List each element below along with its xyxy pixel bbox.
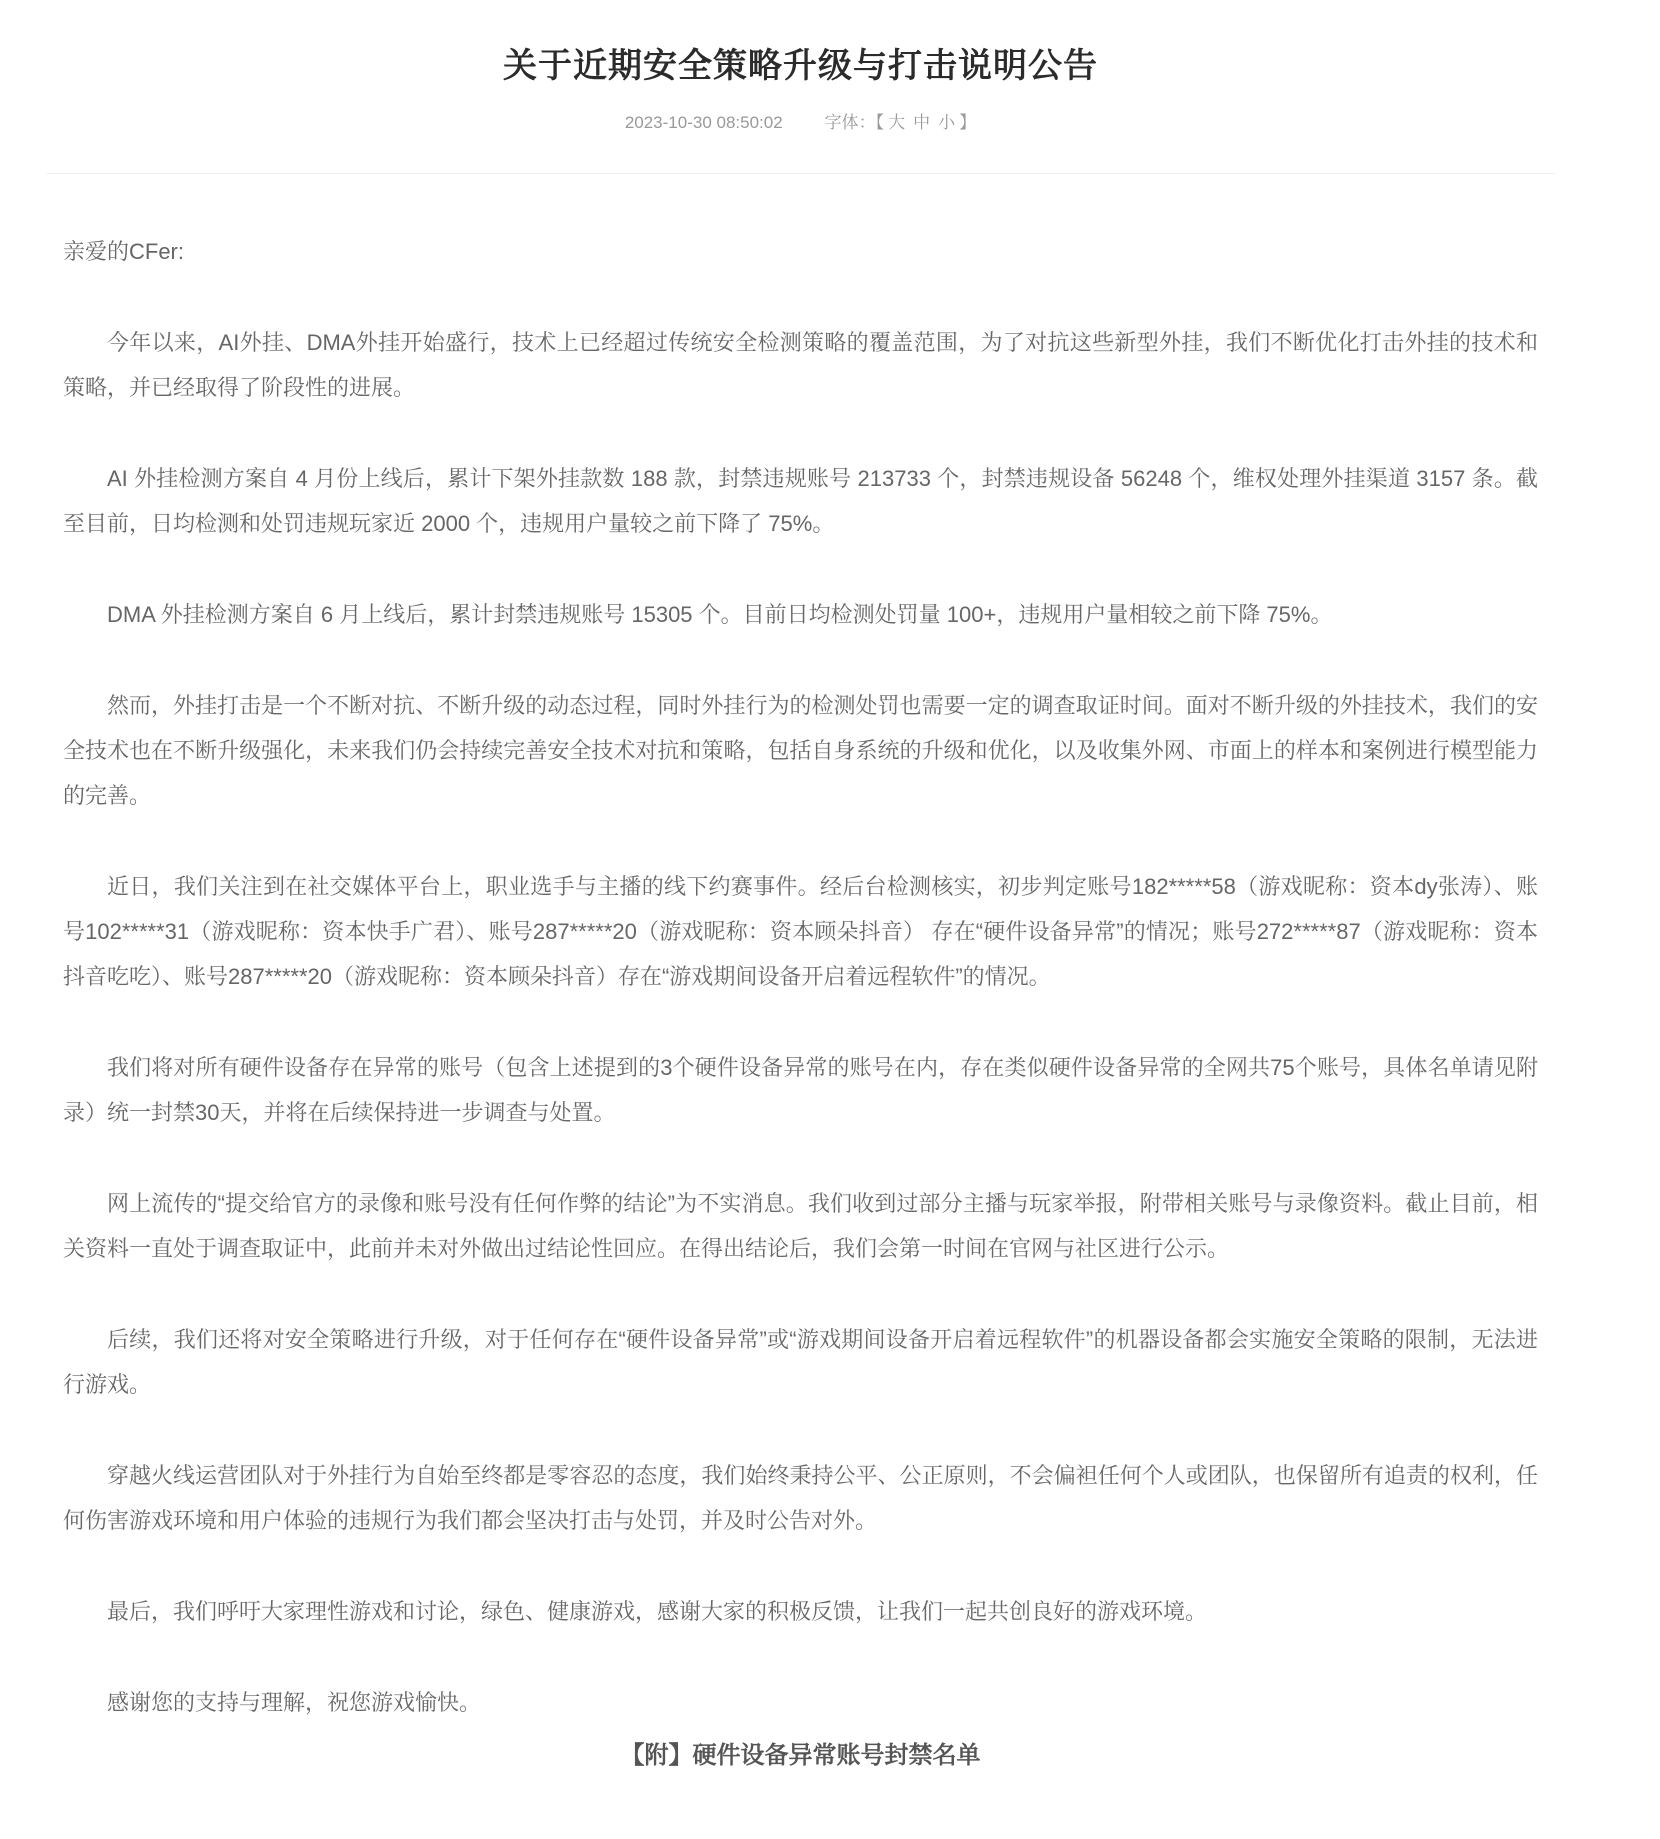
article-header [46,0,1555,174]
font-size-medium-button[interactable]: 中 [913,113,931,132]
paragraph: 我们将对所有硬件设备存在异常的账号（包含上述提到的3个硬件设备异常的账号在内，存在类似硬件设备异常的全网共75个账号，具体名单请见附录）统一封禁30天，并将在后续保持进一步调查与处置。 [63,1055,1538,1125]
paragraph: 后续，我们还将对安全策略进行升级，对于任何存在“硬件设备异常”或“游戏期间设备开启着远程软件”的机器设备都会实施安全策略的限制，无法进行游戏。 [63,1327,1538,1397]
paragraph: 近日，我们关注到在社交媒体平台上，职业选手与主播的线下约赛事件。经后台检测核实，初步判定账号182*****58（游戏昵称：资本dy张涛）、账号102*****31（游戏昵称：资本快手广君）、账号287*****20（游戏昵称：资本顾朵抖音） 存在“硬件设备异常”的情况；账号272*****87（游戏昵称：资本抖音吃吃）、账号287*****20（游戏昵称：资本顾朵抖音）存在“游戏期间设备开启着远程软件”的情况。 [63,874,1538,989]
font-size-small-button[interactable]: 小 [938,113,956,132]
paragraph: 感谢您的支持与理解，祝您游戏愉快。 [107,1690,482,1715]
article-meta [46,108,1555,133]
salutation: 亲爱的CFer: [63,239,185,264]
paragraph: AI 外挂检测方案自 4 月份上线后，累计下架外挂款数 188 款，封禁违规账号 213733 个，封禁违规设备 56248 个，维权处理外挂渠道 3157 条。截至目前，日均检测和处罚违规玩家近 2000 个，违规用户量较之前下降了 75%。 [63,466,1538,536]
announcement-page [46,0,1555,1778]
paragraph: DMA 外挂检测方案自 6 月上线后，累计封禁违规账号 15305 个。目前日均检测处罚量 100+，违规用户量相较之前下降 75%。 [107,602,1333,627]
paragraph: 网上流传的“提交给官方的录像和账号没有任何作弊的结论”为不实消息。我们收到过部分主播与玩家举报，附带相关账号与录像资料。截止目前，相关资料一直处于调查取证中，此前并未对外做出过结论性回应。在得出结论后，我们会第一时间在官网与社区进行公示。 [63,1191,1538,1261]
font-size-large-button[interactable]: 大 [888,113,906,132]
font-size-switch [876,113,977,132]
publish-timestamp: 2023-10-30 08:50:02 [624,113,783,132]
appendix-heading: 【附】硬件设备异常账号封禁名单 [620,1742,981,1769]
paragraph: 最后，我们呼吁大家理性游戏和讨论，绿色、健康游戏，感谢大家的积极反馈，让我们一起共创良好的游戏环境。 [107,1599,1208,1624]
font-bracket-open: 【 [875,113,885,132]
font-bracket-close: 】 [959,113,977,132]
paragraph: 然而，外挂打击是一个不断对抗、不断升级的动态过程，同时外挂行为的检测处罚也需要一定的调查取证时间。面对不断升级的外挂技术，我们的安全技术也在不断升级强化，未来我们仍会持续完善安全技术对抗和策略，包括自身系统的升级和优化，以及收集外网、市面上的样本和案例进行模型能力的完善。 [63,693,1538,808]
page-title: 关于近期安全策略升级与打击说明公告 [503,47,1098,85]
paragraph-list [63,320,1538,1725]
paragraph: 今年以来，AI外挂、DMA外挂开始盛行，技术上已经超过传统安全检测策略的覆盖范围，为了对抗这些新型外挂，我们不断优化打击外挂的技术和策略，并已经取得了阶段性的进展。 [63,330,1538,400]
article-body [46,174,1555,1778]
font-size-label: 字体： [824,113,876,132]
paragraph: 穿越火线运营团队对于外挂行为自始至终都是零容忍的态度，我们始终秉持公平、公正原则，不会偏袒任何个人或团队，也保留所有追责的权利，任何伤害游戏环境和用户体验的违规行为我们都会坚决打击与处罚，并及时公告对外。 [63,1463,1538,1533]
